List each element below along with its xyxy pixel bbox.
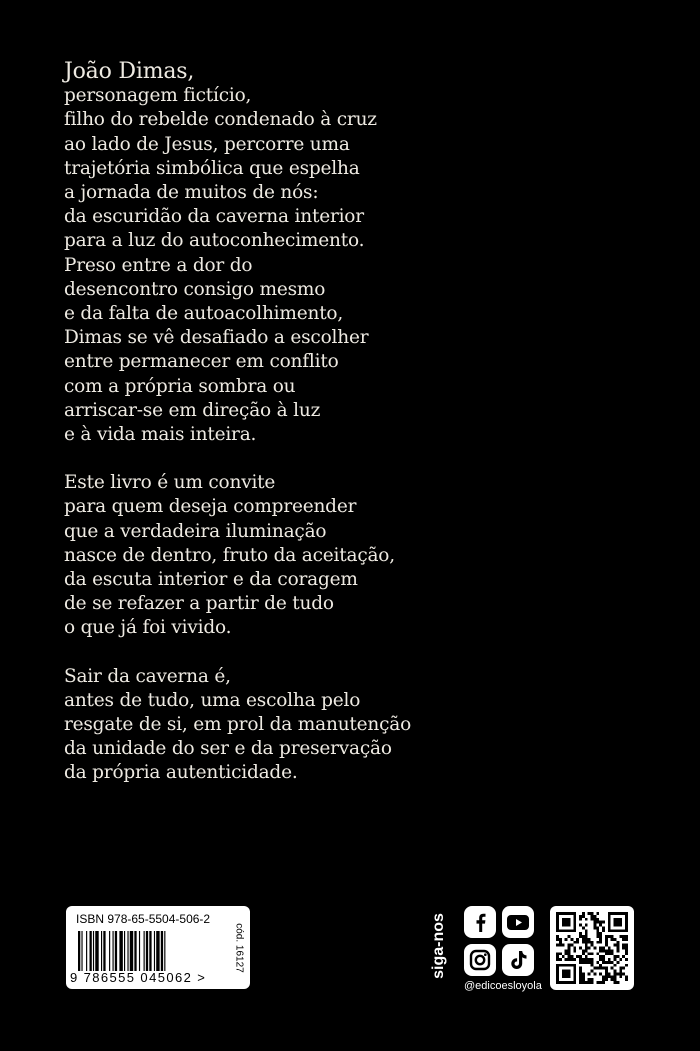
blurb-line: personagem fictício, [64, 85, 252, 107]
blurb-line: da própria autenticidade. [64, 762, 298, 784]
blurb-line: entre permanecer em conflito [64, 351, 339, 373]
blurb-line: para a luz do autoconhecimento. [64, 230, 365, 252]
blurb-line: filho do rebelde condenado à cruz [64, 109, 377, 131]
blurb-line: de se refazer a partir de tudo [64, 593, 334, 615]
barcode-digits: 9 786555 045062 > [70, 970, 207, 985]
blurb-line: a jornada de muitos de nós: [64, 182, 319, 204]
tiktok-icon[interactable] [502, 944, 534, 976]
product-code [233, 914, 245, 982]
blurb-line: resgate de si, em prol da manutenção [64, 714, 412, 736]
blurb-line: com a própria sombra ou [64, 375, 296, 397]
blurb-paragraph-2 [64, 471, 664, 640]
blurb-line: ao lado de Jesus, percorre uma [64, 133, 350, 155]
isbn-barcode-panel [66, 906, 250, 989]
blurb-line: que a verdadeira iluminação [64, 520, 327, 542]
facebook-icon[interactable] [464, 906, 496, 938]
qr-code-pattern [556, 912, 628, 984]
barcode [78, 931, 226, 971]
follow-us-label [426, 905, 452, 987]
blurb-paragraph-1 [64, 60, 664, 447]
social-handle[interactable]: @edicoesloyola [464, 980, 542, 992]
blurb-line: Preso entre a dor do [64, 254, 253, 276]
blurb-line: nasce de dentro, fruto da aceitação, [64, 544, 395, 566]
blurb-line: da escuta interior e da coragem [64, 569, 358, 591]
isbn-label: ISBN 978-65-5504-506-2 [76, 912, 211, 926]
blurb-line: da unidade do ser e da preservação [64, 738, 392, 760]
follow-us-text: siga-nos [430, 913, 447, 979]
qr-code [550, 906, 634, 990]
blurb-line: Sair da caverna é, [64, 665, 231, 687]
youtube-icon[interactable] [502, 906, 534, 938]
blurb-line: Este livro é um convite [64, 472, 276, 494]
blurb-paragraph-3 [64, 665, 664, 786]
blurb-line: e da falta de autoacolhimento, [64, 303, 344, 325]
blurb-line: e à vida mais inteira. [64, 424, 257, 446]
blurb-line: trajetória simbólica que espelha [64, 157, 360, 179]
product-code-label: cód. 16127 [233, 923, 245, 973]
blurb-line: para quem deseja compreender [64, 496, 357, 518]
blurb-line: da escuridão da caverna interior [64, 206, 364, 228]
blurb-line: Dimas se vê desafiado a escolher [64, 327, 369, 349]
back-cover-blurb [64, 60, 664, 810]
blurb-line: desencontro consigo mesmo [64, 278, 326, 300]
blurb-line: João Dimas, [64, 59, 195, 84]
blurb-line: antes de tudo, uma escolha pelo [64, 689, 361, 711]
blurb-line: o que já foi vivido. [64, 617, 232, 639]
blurb-line: arriscar-se em direção à luz [64, 399, 321, 421]
instagram-icon[interactable] [464, 944, 496, 976]
